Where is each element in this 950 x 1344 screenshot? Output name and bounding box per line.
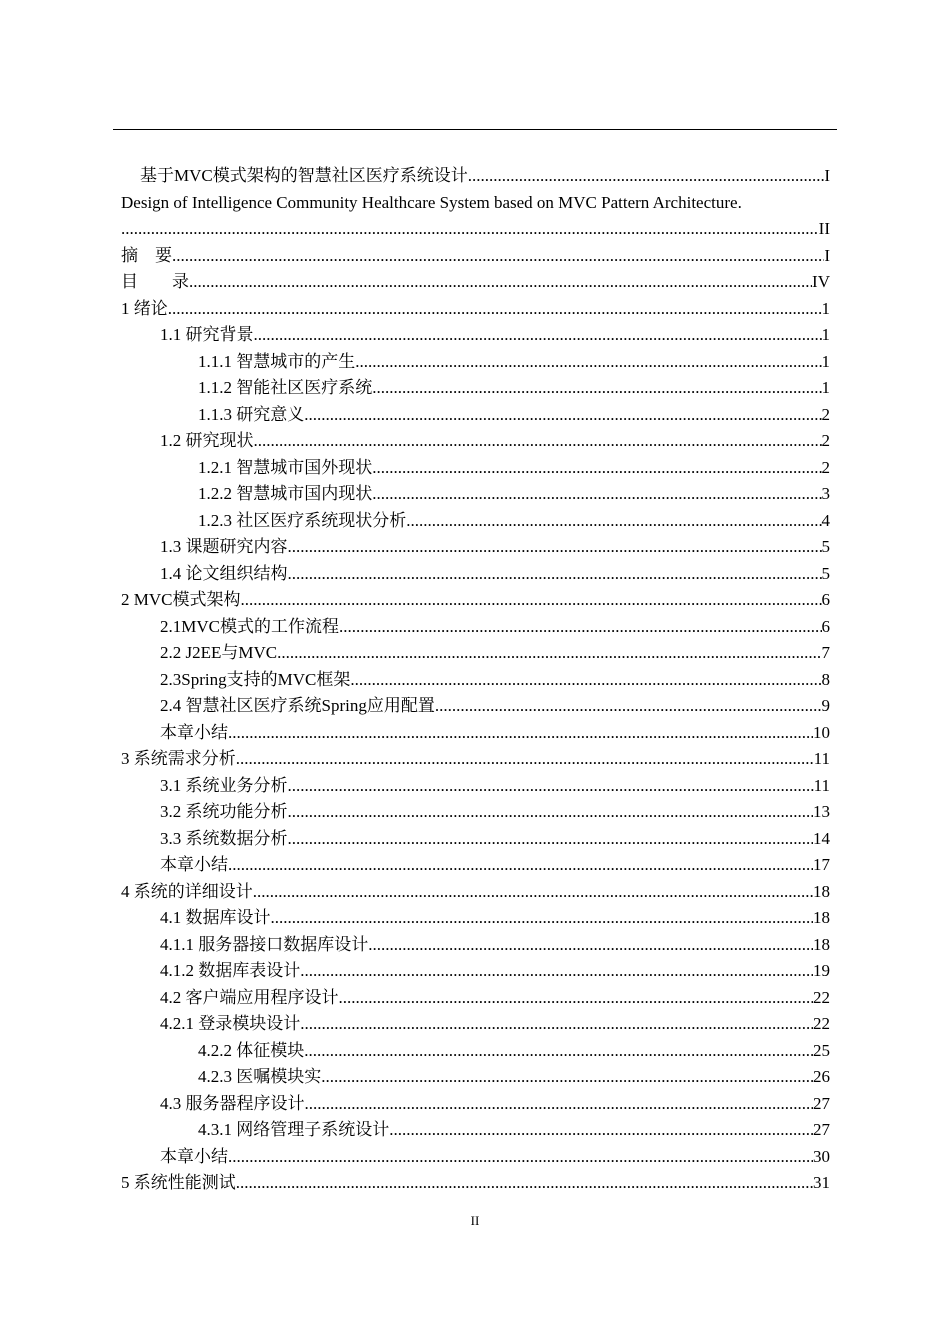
toc-entry-page: 3 (821, 484, 830, 503)
toc-entry-page: 30 (813, 1146, 830, 1166)
toc-entry[interactable] (121, 1144, 830, 1171)
toc-entry-page: 4 (821, 510, 830, 530)
toc-entry[interactable] (121, 614, 830, 641)
toc-entry[interactable] (121, 693, 830, 720)
toc-dot-leader (389, 1117, 813, 1144)
toc-entry[interactable] (121, 826, 830, 853)
toc-entry-page: 2 (821, 404, 830, 424)
toc-entry-label: 1 绪论 (121, 298, 168, 318)
toc-entry-label: 摘 要 (121, 245, 172, 265)
toc-entry-label: 4.1.1 服务器接口数据库设计 (160, 934, 369, 954)
toc-dot-leader (339, 614, 822, 641)
toc-entry-label: Design of Intelligence Community Healthcare System based on MVC Pattern Architecture. (121, 192, 742, 212)
toc-entry[interactable] (121, 1091, 830, 1118)
toc-dot-leader (468, 163, 825, 190)
toc-entry-page: 17 (813, 855, 830, 874)
toc-entry[interactable] (121, 1064, 830, 1091)
toc-entry-label: 1.1.3 研究意义 (198, 404, 305, 424)
toc-entry[interactable] (121, 640, 830, 667)
toc-dot-leader (288, 773, 814, 800)
toc-entry-page: 2 (821, 431, 830, 450)
toc-entry-label: 2.3Spring支持的MVC框架 (160, 669, 351, 689)
toc-dot-leader (172, 243, 824, 270)
toc-entry-label: 本章小结 (160, 855, 228, 874)
toc-entry-page: IV (812, 272, 830, 291)
toc-entry[interactable] (121, 587, 830, 614)
toc-dot-leader (288, 799, 814, 826)
toc-entry-page: 31 (813, 1173, 830, 1192)
toc-entry-label: 2.4 智慧社区医疗系统Spring应用配置 (160, 696, 435, 715)
toc-entry[interactable] (121, 561, 830, 588)
toc-entry[interactable] (121, 1038, 830, 1065)
toc-dot-leader (372, 375, 821, 402)
toc-entry-label: 1.2 研究现状 (160, 431, 254, 450)
toc-entry-label: 2.2 J2EE与MVC (160, 643, 278, 662)
toc-entry-label: 1.1.2 智能社区医疗系统 (198, 378, 373, 397)
toc-dot-leader (304, 402, 821, 429)
toc-entry-page: 22 (813, 987, 830, 1007)
toc-entry[interactable] (121, 985, 830, 1012)
toc-dot-leader (228, 1144, 813, 1171)
toc-dot-leader (300, 1011, 813, 1038)
toc-entry-label: 1.2.1 智慧城市国外现状 (198, 457, 373, 477)
toc-entry-page: I (824, 166, 830, 185)
toc-dot-leader (240, 587, 821, 614)
toc-entry-page: 1 (821, 351, 830, 371)
toc-entry-label: 1.2.2 智慧城市国内现状 (198, 484, 373, 503)
toc-entry[interactable] (121, 799, 830, 826)
toc-entry[interactable] (121, 455, 830, 482)
toc-entry-label: 本章小结 (160, 722, 228, 742)
toc-entry-page: 8 (821, 669, 830, 689)
toc-dot-leader (372, 455, 821, 482)
toc-entry-page: 22 (813, 1014, 830, 1033)
toc-entry-label: 目 录 (121, 272, 189, 291)
toc-entry[interactable] (121, 932, 830, 959)
toc-entry[interactable] (121, 322, 830, 349)
toc-entry-page: 27 (813, 1093, 830, 1113)
toc-entry[interactable] (121, 296, 830, 323)
toc-entry-page: 1 (821, 378, 830, 397)
toc-entry[interactable] (121, 216, 830, 243)
toc-dot-leader (304, 1038, 813, 1065)
toc-entry-label: 4.1 数据库设计 (160, 908, 271, 927)
toc-entry-label: 4.2.3 医嘱模块实 (198, 1067, 322, 1086)
toc-entry[interactable] (121, 269, 830, 296)
toc-entry-page: 26 (813, 1067, 830, 1086)
toc-entry-label: 1.4 论文组织结构 (160, 563, 288, 583)
toc-dot-leader (355, 349, 821, 376)
toc-dot-leader (372, 481, 821, 508)
toc-entry-page: 18 (813, 881, 830, 901)
toc-dot-leader (236, 1170, 813, 1197)
toc-entry[interactable] (121, 1011, 830, 1038)
toc-entry-label: 4.3 服务器程序设计 (160, 1093, 305, 1113)
toc-dot-leader (168, 296, 822, 323)
toc-entry-label: 3 系统需求分析 (121, 749, 236, 768)
toc-entry[interactable] (121, 746, 830, 773)
toc-entry[interactable] (121, 508, 830, 535)
toc-entry-page: 11 (813, 775, 830, 795)
toc-entry-label: 2 MVC模式架构 (121, 590, 241, 609)
toc-entry-page: 14 (813, 828, 830, 848)
toc-dot-leader (253, 879, 813, 906)
toc-entry[interactable] (121, 773, 830, 800)
toc-entry-page: I (824, 245, 830, 265)
toc-entry-label: 本章小结 (160, 1146, 228, 1166)
toc-entry-label: 4.3.1 网络管理子系统设计 (198, 1120, 390, 1139)
toc-entry-page: 2 (821, 457, 830, 477)
toc-entry-page: 1 (821, 325, 830, 344)
toc-entry-page: 1 (821, 298, 830, 318)
toc-entry-page: 13 (813, 802, 830, 821)
toc-entry-page: 18 (813, 934, 830, 954)
toc-entry-label: 3.1 系统业务分析 (160, 775, 288, 795)
toc-entry-page: 6 (821, 616, 830, 636)
toc-entry-page: 5 (821, 537, 830, 556)
toc-entry-page: 5 (821, 563, 830, 583)
toc-entry-label: 4.2.2 体征模块 (198, 1040, 305, 1060)
toc-dot-leader (305, 1091, 814, 1118)
toc-entry-label: 3.3 系统数据分析 (160, 828, 288, 848)
toc-dot-leader (435, 693, 822, 720)
toc-entry[interactable] (121, 349, 830, 376)
page-number: II (470, 1213, 480, 1228)
toc-dot-leader (254, 322, 822, 349)
toc-dot-leader (254, 428, 822, 455)
toc-entry[interactable] (121, 481, 830, 508)
toc-dot-leader (288, 826, 814, 853)
toc-entry-page: 18 (813, 908, 830, 927)
toc-entry-label: 2.1MVC模式的工作流程 (160, 616, 339, 636)
toc-entry[interactable] (121, 190, 830, 217)
toc-entry[interactable] (121, 958, 830, 985)
toc-entry-label: 1.2.3 社区医疗系统现状分析 (198, 510, 407, 530)
toc-entry-label: 4.2 客户端应用程序设计 (160, 987, 339, 1007)
toc-dot-leader (321, 1064, 813, 1091)
toc-entry[interactable] (121, 667, 830, 694)
toc-entry-label: 4.1.2 数据库表设计 (160, 961, 301, 980)
toc-entry-page: 9 (821, 696, 830, 715)
toc-dot-leader (271, 905, 814, 932)
toc-entry[interactable] (121, 720, 830, 747)
toc-dot-leader (228, 720, 813, 747)
toc-entry[interactable] (121, 879, 830, 906)
header-rule (113, 129, 837, 130)
toc-entry-page: 27 (813, 1120, 830, 1139)
toc-dot-leader (288, 534, 822, 561)
toc-dot-leader (300, 958, 813, 985)
toc-entry-page: 6 (821, 590, 830, 609)
toc-entry-label: 3.2 系统功能分析 (160, 802, 288, 821)
toc-entry[interactable] (121, 1117, 830, 1144)
toc-dot-leader (288, 561, 822, 588)
toc-entry[interactable] (121, 534, 830, 561)
toc-dot-leader (339, 985, 814, 1012)
toc-entry-label: 1.1.1 智慧城市的产生 (198, 351, 356, 371)
toc-entry-page: 10 (813, 722, 830, 742)
toc-entry[interactable] (121, 905, 830, 932)
toc-entry[interactable] (121, 243, 830, 270)
toc-entry-page: II (818, 219, 830, 238)
toc-entry[interactable] (121, 852, 830, 879)
toc-dot-leader (236, 746, 814, 773)
toc-dot-leader (228, 852, 813, 879)
table-of-contents (121, 163, 830, 1197)
toc-dot-leader (368, 932, 813, 959)
toc-entry-page: 19 (813, 961, 830, 980)
toc-entry-page: 25 (813, 1040, 830, 1060)
toc-dot-leader (121, 216, 819, 243)
toc-entry[interactable] (121, 402, 830, 429)
toc-entry-page: 7 (821, 643, 830, 662)
toc-entry[interactable] (121, 163, 830, 190)
toc-entry[interactable] (121, 375, 830, 402)
toc-entry-label: 4.2.1 登录模块设计 (160, 1014, 301, 1033)
toc-dot-leader (189, 269, 812, 296)
toc-entry-label: 基于MVC模式架构的智慧社区医疗系统设计 (140, 166, 468, 185)
toc-dot-leader (277, 640, 821, 667)
toc-entry-label: 1.1 研究背景 (160, 325, 254, 344)
toc-entry[interactable] (121, 428, 830, 455)
toc-entry-label: 1.3 课题研究内容 (160, 537, 288, 556)
toc-dot-leader (350, 667, 821, 694)
toc-dot-leader (406, 508, 821, 535)
toc-entry-label: 5 系统性能测试 (121, 1173, 236, 1192)
toc-entry-page: 11 (813, 749, 830, 768)
toc-entry[interactable] (121, 1170, 830, 1197)
toc-entry-label: 4 系统的详细设计 (121, 881, 253, 901)
